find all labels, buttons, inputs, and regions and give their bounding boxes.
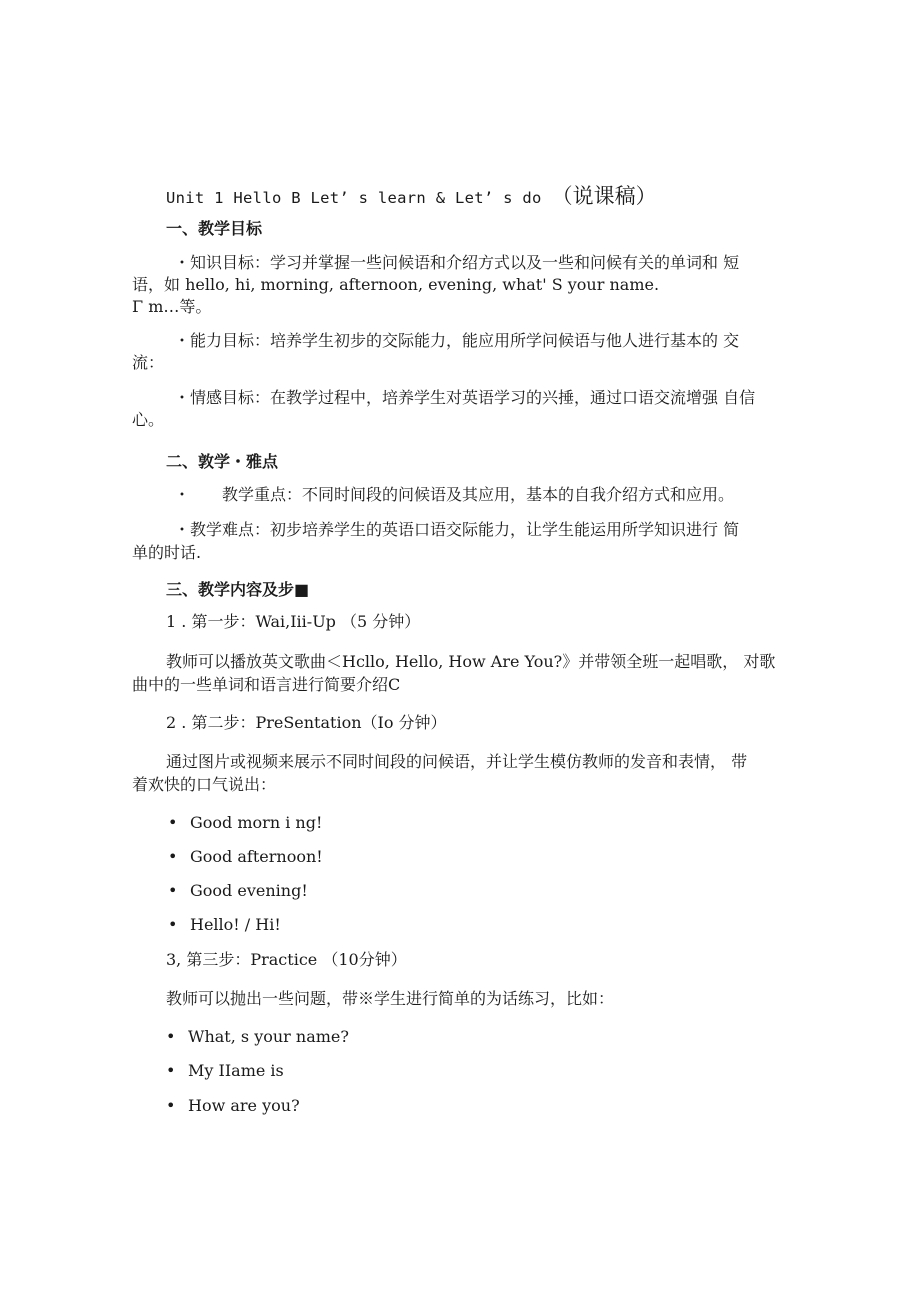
section-heading-objectives: 一、教学目标 [166,219,263,238]
knowledge-objective-line1: ・知识目标：学习并掌握一些问候语和介绍方式以及一些和问候有关的单词和 短 [174,253,740,272]
title-english: Unit 1 Hello B Let’ s learn & Let’ s do [166,189,542,207]
list-item: • Good evening! [168,881,308,900]
section-heading-key-points: 二、敦学・雅点 [166,452,279,471]
key-point-text: 教学重点：不同时间段的问候语及其应用，基本的自我介绍方式和应用。 [222,485,735,504]
step1-title: 1 . 第一步：Wai,Iii-Up （5 分钟） [166,612,421,631]
ability-objective-line2: 流： [132,353,165,372]
list-item: • How are you? [166,1096,300,1115]
emotion-objective-line1: ・情感目标：在教学过程中，培养学生对英语学习的兴捶，通过口语交流增强 自信 [174,388,756,407]
difficult-point-line1: ・教学难点：初步培养学生的英语口语交际能力，让学生能运用所学知识进行 简 [174,520,740,539]
bullet: • [168,915,178,934]
step2-line1: 通过图片或视频来展示不同时间段的问候语，并让学生模仿教师的发音和表情， 带 [166,752,748,771]
knowledge-objective-line2: 语，如 hello, hi, morning, afternoon, evening, what' S your name. [132,275,660,294]
section-heading-content-steps: 三、教学内容及步■ [166,580,310,599]
step2-title: 2 . 第二步：PreSentation（Io 分钟） [166,713,447,732]
bullet: • [168,881,178,900]
step3-title: 3, 第三步：Practice （10分钟） [166,950,407,969]
emotion-objective-line2: 心。 [132,410,165,429]
bullet: • [166,1027,176,1046]
list-item: • Hello! / Hi! [168,915,281,934]
step3-line1: 教师可以抛出一些问题，带※学生进行简单的为话练习，比如： [166,989,615,1008]
list-item: • Good morn i ng! [168,813,323,832]
ability-objective-line1: ・能力目标：培养学生初步的交际能力，能应用所学问候语与他人进行基本的 交 [174,331,740,350]
title-chinese: （说课稿） [551,184,657,208]
list-item: • My IIame is [166,1061,284,1080]
key-point-bullet: ・ [174,485,191,504]
bullet: • [166,1061,176,1080]
list-item: • Good afternoon! [168,847,323,866]
step2-line2: 着欢快的口气说出： [132,775,277,794]
list-item: • What, s your name? [166,1027,349,1046]
bullet: • [168,847,178,866]
step1-line2: 曲中的一些单词和语言进行简要介绍C [132,675,401,694]
step1-line1: 教师可以播放英文歌曲＜Hcllo, Hello, How Are You?》并带领全班一起唱歌， 对歌 [166,652,776,671]
bullet: • [166,1096,176,1115]
difficult-point-line2: 单的时话. [132,543,202,562]
knowledge-objective-line3: Γ m…等。 [132,297,212,316]
document-title [166,180,657,210]
bullet: • [168,813,178,832]
